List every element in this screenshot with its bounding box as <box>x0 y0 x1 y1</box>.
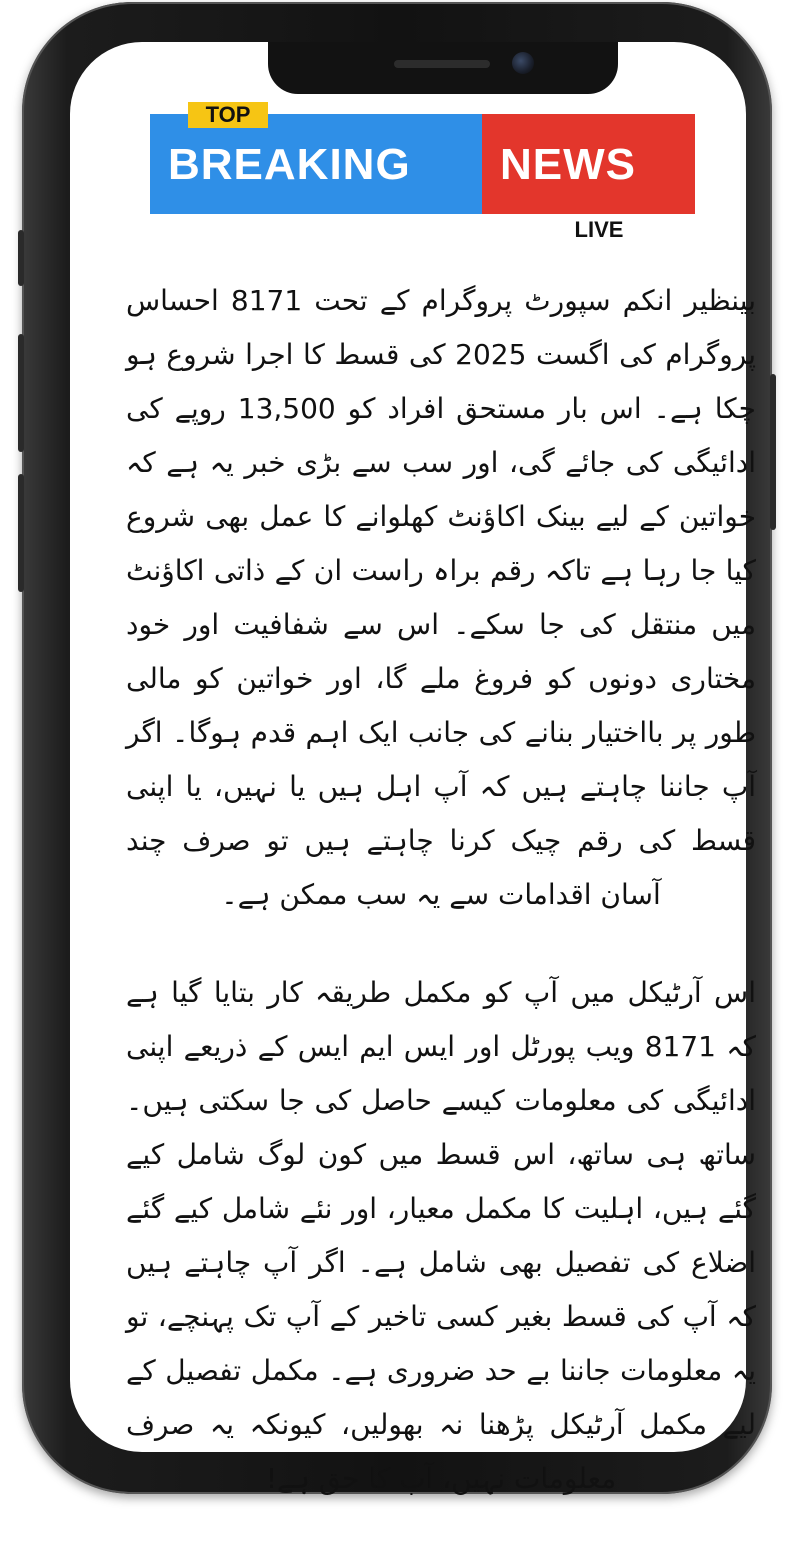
news-word: NEWS <box>500 140 636 189</box>
article-body <box>126 274 756 1550</box>
volume-up-button <box>18 334 24 452</box>
notch <box>268 42 618 94</box>
speaker-grille <box>394 60 490 68</box>
breaking-news-banner <box>150 102 695 272</box>
article-paragraph-1: بینظیر انکم سپورٹ پروگرام کے تحت 8171 احساس پروگرام کی اگست 2025 کی قسط کا اجرا شروع ہو چکا ہے۔ اس بار مستحق افراد کو 13,500 روپے کی ادائیگی کی جائے گی، اور سب سے بڑی خبر یہ ہے کہ خواتین کے لیے بینک اکاؤنٹ کھلوانے کا عمل بھی شروع کیا جا رہا ہے تاکہ رقم براہ راست ان کے ذاتی اکاؤنٹ میں منتقل کی جا سکے۔ اس سے شفافیت اور خود مختاری دونوں کو فروغ ملے گا، اور خواتین کو مالی طور پر بااختیار بنانے کی جانب ایک اہم قدم ہوگا۔ اگر آپ جاننا چاہتے ہیں کہ آپ اہل ہیں یا نہیں، یا اپنی قسط کی رقم چیک کرنا چاہتے ہیں تو صرف چند آسان اقدامات سے یہ سب ممکن ہے۔ <box>126 284 757 911</box>
silent-switch <box>18 230 24 286</box>
power-button <box>770 374 776 530</box>
top-tag: TOP <box>188 102 268 128</box>
front-camera-icon <box>512 52 534 74</box>
volume-down-button <box>18 474 24 592</box>
phone-frame <box>22 2 772 1494</box>
article-paragraph-2: اس آرٹیکل میں آپ کو مکمل طریقہ کار بتایا گیا ہے کہ 8171 ویب پورٹل اور ایس ایم ایس کے ذریعے اپنی ادائیگی کی معلومات کیسے حاصل کی جا سکتی ہیں۔ ساتھ ہی ساتھ، اس قسط میں کون لوگ شامل کیے گئے ہیں، اہلیت کا مکمل معیار، اور نئے شامل کیے گئے اضلاع کی تفصیل بھی شامل ہے۔ اگر آپ چاہتے ہیں کہ آپ کی قسط بغیر کسی تاخیر کے آپ تک پہنچے، تو یہ معلومات جاننا بے حد ضروری ہے۔ مکمل تفصیل کے لیے مکمل آرٹیکل پڑھنا نہ بھولیں، کیونکہ یہ صرف معلومات نہیں، آپ کا حق ہے! <box>126 976 756 1495</box>
live-tag: LIVE <box>554 214 644 246</box>
breaking-word: BREAKING <box>168 140 411 189</box>
phone-screen <box>70 42 757 1495</box>
